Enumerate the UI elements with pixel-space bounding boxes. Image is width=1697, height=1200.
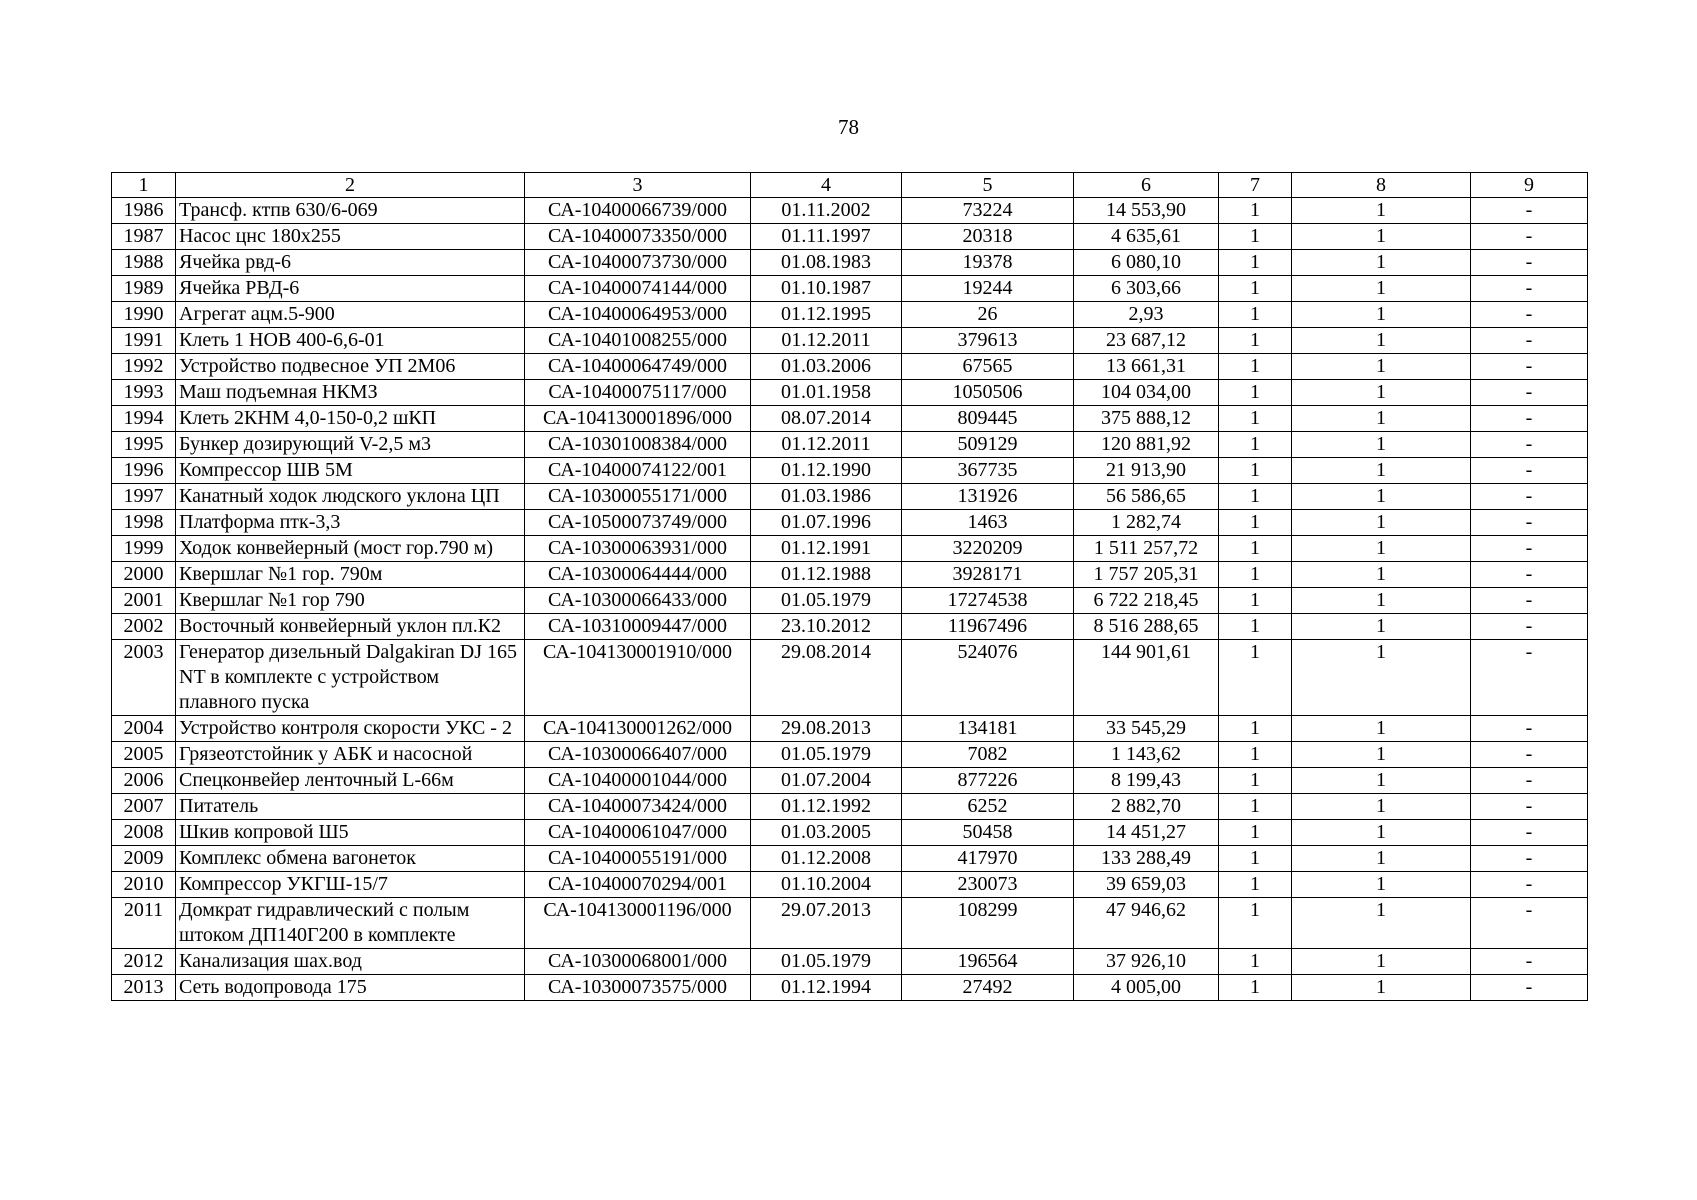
col-9-value: - [1471, 614, 1588, 640]
table-row [112, 328, 1588, 354]
item-name: Домкрат гидравлический с полым штоком ДП140Г200 в комплекте [176, 898, 525, 949]
row-number: 2011 [112, 898, 176, 949]
col-8-value: 1 [1292, 716, 1471, 742]
col-8-value: 1 [1292, 250, 1471, 276]
table-row [112, 794, 1588, 820]
row-number: 2009 [112, 846, 176, 872]
item-name: Бункер дозирующий V-2,5 м3 [176, 432, 525, 458]
inventory-code: СА-10400073424/000 [525, 794, 751, 820]
row-number: 2008 [112, 820, 176, 846]
row-number: 2005 [112, 742, 176, 768]
item-name: Трансф. ктпв 630/6-069 [176, 198, 525, 224]
residual-cost: 104 034,00 [1074, 380, 1219, 406]
inventory-code: СА-10300064444/000 [525, 562, 751, 588]
date: 01.12.1991 [751, 536, 902, 562]
initial-cost: 509129 [902, 432, 1074, 458]
row-number: 2004 [112, 716, 176, 742]
col-8-value: 1 [1292, 872, 1471, 898]
date: 01.05.1979 [751, 949, 902, 975]
item-name: Генератор дизельный Dalgakiran DJ 165 NT в комплекте с устройством плавного пуска [176, 640, 525, 716]
residual-cost: 6 080,10 [1074, 250, 1219, 276]
col-7-value: 1 [1219, 406, 1292, 432]
col-9-value: - [1471, 224, 1588, 250]
col-7-value: 1 [1219, 302, 1292, 328]
item-name: Устройство контроля скорости УКС - 2 [176, 716, 525, 742]
inventory-code: СА-10400064953/000 [525, 302, 751, 328]
table-row [112, 742, 1588, 768]
date: 01.11.2002 [751, 198, 902, 224]
table-row [112, 562, 1588, 588]
residual-cost: 1 282,74 [1074, 510, 1219, 536]
residual-cost: 56 586,65 [1074, 484, 1219, 510]
residual-cost: 8 516 288,65 [1074, 614, 1219, 640]
inventory-code: СА-10400061047/000 [525, 820, 751, 846]
residual-cost: 6 722 218,45 [1074, 588, 1219, 614]
item-name: Квершлаг №1 гор. 790м [176, 562, 525, 588]
col-7-value: 1 [1219, 716, 1292, 742]
item-name: Компрессор УКГШ-15/7 [176, 872, 525, 898]
residual-cost: 144 901,61 [1074, 640, 1219, 716]
initial-cost: 11967496 [902, 614, 1074, 640]
table-row [112, 432, 1588, 458]
residual-cost: 2 882,70 [1074, 794, 1219, 820]
col-9-value: - [1471, 716, 1588, 742]
row-number: 1994 [112, 406, 176, 432]
col-7-value: 1 [1219, 432, 1292, 458]
residual-cost: 6 303,66 [1074, 276, 1219, 302]
row-number: 1989 [112, 276, 176, 302]
date: 01.12.1994 [751, 975, 902, 1001]
column-header-4: 4 [751, 173, 902, 198]
item-name: Сеть водопровода 175 [176, 975, 525, 1001]
col-8-value: 1 [1292, 198, 1471, 224]
table-row [112, 614, 1588, 640]
item-name: Шкив копровой Ш5 [176, 820, 525, 846]
col-8-value: 1 [1292, 354, 1471, 380]
col-8-value: 1 [1292, 768, 1471, 794]
item-name: Насос цнс 180х255 [176, 224, 525, 250]
col-8-value: 1 [1292, 302, 1471, 328]
table-row [112, 716, 1588, 742]
initial-cost: 20318 [902, 224, 1074, 250]
col-7-value: 1 [1219, 588, 1292, 614]
date: 01.03.1986 [751, 484, 902, 510]
date: 01.12.1990 [751, 458, 902, 484]
row-number: 2001 [112, 588, 176, 614]
col-7-value: 1 [1219, 846, 1292, 872]
inventory-code: СА-10400075117/000 [525, 380, 751, 406]
residual-cost: 39 659,03 [1074, 872, 1219, 898]
date: 01.12.2008 [751, 846, 902, 872]
table-row [112, 354, 1588, 380]
col-8-value: 1 [1292, 224, 1471, 250]
row-number: 2006 [112, 768, 176, 794]
col-9-value: - [1471, 794, 1588, 820]
col-9-value: - [1471, 458, 1588, 484]
date: 29.08.2014 [751, 640, 902, 716]
residual-cost: 33 545,29 [1074, 716, 1219, 742]
table-row [112, 536, 1588, 562]
initial-cost: 7082 [902, 742, 1074, 768]
item-name: Агрегат ацм.5-900 [176, 302, 525, 328]
date: 01.03.2005 [751, 820, 902, 846]
residual-cost: 4 635,61 [1074, 224, 1219, 250]
table-row [112, 224, 1588, 250]
col-8-value: 1 [1292, 484, 1471, 510]
col-9-value: - [1471, 975, 1588, 1001]
row-number: 2012 [112, 949, 176, 975]
item-name: Маш подъемная НКМЗ [176, 380, 525, 406]
col-7-value: 1 [1219, 198, 1292, 224]
table-row [112, 846, 1588, 872]
inventory-code: СА-10300068001/000 [525, 949, 751, 975]
inventory-code: СА-10400074122/001 [525, 458, 751, 484]
col-8-value: 1 [1292, 588, 1471, 614]
inventory-code: СА-104130001196/000 [525, 898, 751, 949]
residual-cost: 2,93 [1074, 302, 1219, 328]
col-9-value: - [1471, 949, 1588, 975]
col-8-value: 1 [1292, 742, 1471, 768]
item-name: Клеть 1 НОВ 400-6,6-01 [176, 328, 525, 354]
col-9-value: - [1471, 640, 1588, 716]
table-row [112, 380, 1588, 406]
date: 01.11.1997 [751, 224, 902, 250]
date: 01.10.1987 [751, 276, 902, 302]
col-8-value: 1 [1292, 640, 1471, 716]
col-8-value: 1 [1292, 846, 1471, 872]
table-row [112, 458, 1588, 484]
initial-cost: 27492 [902, 975, 1074, 1001]
col-7-value: 1 [1219, 484, 1292, 510]
col-9-value: - [1471, 820, 1588, 846]
inventory-code: СА-10300073575/000 [525, 975, 751, 1001]
column-header-6: 6 [1074, 173, 1219, 198]
col-7-value: 1 [1219, 614, 1292, 640]
initial-cost: 134181 [902, 716, 1074, 742]
date: 01.12.1988 [751, 562, 902, 588]
initial-cost: 73224 [902, 198, 1074, 224]
table-header-row [112, 173, 1588, 198]
residual-cost: 47 946,62 [1074, 898, 1219, 949]
table-row [112, 588, 1588, 614]
col-7-value: 1 [1219, 872, 1292, 898]
inventory-table [111, 172, 1588, 1001]
col-9-value: - [1471, 872, 1588, 898]
date: 01.07.2004 [751, 768, 902, 794]
row-number: 1999 [112, 536, 176, 562]
row-number: 1988 [112, 250, 176, 276]
col-7-value: 1 [1219, 536, 1292, 562]
col-9-value: - [1471, 250, 1588, 276]
row-number: 2002 [112, 614, 176, 640]
date: 01.05.1979 [751, 742, 902, 768]
column-header-1: 1 [112, 173, 176, 198]
date: 01.07.1996 [751, 510, 902, 536]
column-header-7: 7 [1219, 173, 1292, 198]
table-row [112, 250, 1588, 276]
initial-cost: 3220209 [902, 536, 1074, 562]
row-number: 1991 [112, 328, 176, 354]
table-row [112, 302, 1588, 328]
residual-cost: 4 005,00 [1074, 975, 1219, 1001]
date: 01.03.2006 [751, 354, 902, 380]
table-row [112, 820, 1588, 846]
inventory-code: СА-10400070294/001 [525, 872, 751, 898]
col-8-value: 1 [1292, 536, 1471, 562]
initial-cost: 3928171 [902, 562, 1074, 588]
col-7-value: 1 [1219, 458, 1292, 484]
initial-cost: 1050506 [902, 380, 1074, 406]
date: 01.05.1979 [751, 588, 902, 614]
inventory-code: СА-10300063931/000 [525, 536, 751, 562]
initial-cost: 809445 [902, 406, 1074, 432]
inventory-code: СА-10400073730/000 [525, 250, 751, 276]
initial-cost: 67565 [902, 354, 1074, 380]
inventory-code: СА-104130001262/000 [525, 716, 751, 742]
col-9-value: - [1471, 742, 1588, 768]
item-name: Питатель [176, 794, 525, 820]
row-number: 1990 [112, 302, 176, 328]
col-7-value: 1 [1219, 250, 1292, 276]
residual-cost: 14 553,90 [1074, 198, 1219, 224]
row-number: 1995 [112, 432, 176, 458]
item-name: Канализация шах.вод [176, 949, 525, 975]
col-7-value: 1 [1219, 224, 1292, 250]
col-7-value: 1 [1219, 640, 1292, 716]
col-8-value: 1 [1292, 794, 1471, 820]
row-number: 1997 [112, 484, 176, 510]
col-9-value: - [1471, 432, 1588, 458]
inventory-code: СА-10401008255/000 [525, 328, 751, 354]
table-row [112, 276, 1588, 302]
col-9-value: - [1471, 276, 1588, 302]
col-7-value: 1 [1219, 510, 1292, 536]
date: 01.12.1995 [751, 302, 902, 328]
item-name: Клеть 2КНМ 4,0-150-0,2 шКП [176, 406, 525, 432]
row-number: 1996 [112, 458, 176, 484]
table-row [112, 949, 1588, 975]
item-name: Восточный конвейерный уклон пл.К2 [176, 614, 525, 640]
residual-cost: 375 888,12 [1074, 406, 1219, 432]
inventory-code: СА-10400066739/000 [525, 198, 751, 224]
residual-cost: 37 926,10 [1074, 949, 1219, 975]
table-row [112, 975, 1588, 1001]
date: 29.08.2013 [751, 716, 902, 742]
col-9-value: - [1471, 768, 1588, 794]
table-row [112, 510, 1588, 536]
initial-cost: 50458 [902, 820, 1074, 846]
table-row [112, 768, 1588, 794]
date: 01.12.1992 [751, 794, 902, 820]
inventory-code: СА-104130001896/000 [525, 406, 751, 432]
inventory-code: СА-10310009447/000 [525, 614, 751, 640]
column-header-5: 5 [902, 173, 1074, 198]
initial-cost: 17274538 [902, 588, 1074, 614]
inventory-code: СА-104130001910/000 [525, 640, 751, 716]
column-header-2: 2 [176, 173, 525, 198]
initial-cost: 196564 [902, 949, 1074, 975]
table-row [112, 640, 1588, 716]
residual-cost: 1 757 205,31 [1074, 562, 1219, 588]
residual-cost: 23 687,12 [1074, 328, 1219, 354]
inventory-code: СА-10400064749/000 [525, 354, 751, 380]
row-number: 1986 [112, 198, 176, 224]
initial-cost: 379613 [902, 328, 1074, 354]
col-8-value: 1 [1292, 406, 1471, 432]
table-row [112, 484, 1588, 510]
item-name: Спецконвейер ленточный L-66м [176, 768, 525, 794]
inventory-code: СА-10400074144/000 [525, 276, 751, 302]
col-9-value: - [1471, 510, 1588, 536]
initial-cost: 417970 [902, 846, 1074, 872]
col-7-value: 1 [1219, 898, 1292, 949]
date: 01.01.1958 [751, 380, 902, 406]
col-9-value: - [1471, 302, 1588, 328]
inventory-code: СА-10400073350/000 [525, 224, 751, 250]
date: 01.12.2011 [751, 328, 902, 354]
col-8-value: 1 [1292, 432, 1471, 458]
col-7-value: 1 [1219, 975, 1292, 1001]
initial-cost: 877226 [902, 768, 1074, 794]
col-9-value: - [1471, 588, 1588, 614]
col-7-value: 1 [1219, 380, 1292, 406]
col-8-value: 1 [1292, 328, 1471, 354]
inventory-code: СА-10300055171/000 [525, 484, 751, 510]
table-row [112, 198, 1588, 224]
inventory-code: СА-10400001044/000 [525, 768, 751, 794]
col-9-value: - [1471, 328, 1588, 354]
item-name: Компрессор ШВ 5М [176, 458, 525, 484]
col-8-value: 1 [1292, 276, 1471, 302]
col-9-value: - [1471, 846, 1588, 872]
residual-cost: 8 199,43 [1074, 768, 1219, 794]
col-8-value: 1 [1292, 975, 1471, 1001]
residual-cost: 14 451,27 [1074, 820, 1219, 846]
initial-cost: 19378 [902, 250, 1074, 276]
row-number: 1993 [112, 380, 176, 406]
col-7-value: 1 [1219, 794, 1292, 820]
row-number: 1992 [112, 354, 176, 380]
initial-cost: 19244 [902, 276, 1074, 302]
col-7-value: 1 [1219, 562, 1292, 588]
date: 01.12.2011 [751, 432, 902, 458]
date: 01.10.2004 [751, 872, 902, 898]
page-number: 78 [838, 115, 859, 139]
inventory-code: СА-10400055191/000 [525, 846, 751, 872]
initial-cost: 26 [902, 302, 1074, 328]
row-number: 1987 [112, 224, 176, 250]
initial-cost: 524076 [902, 640, 1074, 716]
inventory-code: СА-10300066433/000 [525, 588, 751, 614]
col-9-value: - [1471, 484, 1588, 510]
initial-cost: 108299 [902, 898, 1074, 949]
col-8-value: 1 [1292, 562, 1471, 588]
col-9-value: - [1471, 898, 1588, 949]
row-number: 2003 [112, 640, 176, 716]
item-name: Ходок конвейерный (мост гор.790 м) [176, 536, 525, 562]
col-8-value: 1 [1292, 949, 1471, 975]
table-row [112, 406, 1588, 432]
residual-cost: 13 661,31 [1074, 354, 1219, 380]
col-9-value: - [1471, 536, 1588, 562]
initial-cost: 367735 [902, 458, 1074, 484]
item-name: Ячейка РВД-6 [176, 276, 525, 302]
col-9-value: - [1471, 380, 1588, 406]
residual-cost: 120 881,92 [1074, 432, 1219, 458]
col-9-value: - [1471, 354, 1588, 380]
col-7-value: 1 [1219, 949, 1292, 975]
col-8-value: 1 [1292, 898, 1471, 949]
date: 08.07.2014 [751, 406, 902, 432]
table-row [112, 872, 1588, 898]
col-7-value: 1 [1219, 354, 1292, 380]
residual-cost: 1 511 257,72 [1074, 536, 1219, 562]
item-name: Канатный ходок людского уклона ЦП [176, 484, 525, 510]
inventory-code: СА-10300066407/000 [525, 742, 751, 768]
item-name: Грязеотстойник у АБК и насосной [176, 742, 525, 768]
date: 23.10.2012 [751, 614, 902, 640]
col-8-value: 1 [1292, 510, 1471, 536]
col-8-value: 1 [1292, 458, 1471, 484]
col-9-value: - [1471, 562, 1588, 588]
table-row [112, 898, 1588, 949]
row-number: 2010 [112, 872, 176, 898]
column-header-8: 8 [1292, 173, 1471, 198]
inventory-code: СА-10500073749/000 [525, 510, 751, 536]
col-7-value: 1 [1219, 820, 1292, 846]
initial-cost: 230073 [902, 872, 1074, 898]
row-number: 2013 [112, 975, 176, 1001]
inventory-code: СА-10301008384/000 [525, 432, 751, 458]
col-9-value: - [1471, 198, 1588, 224]
col-7-value: 1 [1219, 742, 1292, 768]
col-7-value: 1 [1219, 768, 1292, 794]
residual-cost: 1 143,62 [1074, 742, 1219, 768]
residual-cost: 133 288,49 [1074, 846, 1219, 872]
column-header-9: 9 [1471, 173, 1588, 198]
item-name: Ячейка рвд-6 [176, 250, 525, 276]
col-8-value: 1 [1292, 614, 1471, 640]
col-7-value: 1 [1219, 276, 1292, 302]
row-number: 2000 [112, 562, 176, 588]
row-number: 1998 [112, 510, 176, 536]
item-name: Комплекс обмена вагонеток [176, 846, 525, 872]
item-name: Квершлаг №1 гор 790 [176, 588, 525, 614]
initial-cost: 131926 [902, 484, 1074, 510]
date: 01.08.1983 [751, 250, 902, 276]
col-8-value: 1 [1292, 820, 1471, 846]
residual-cost: 21 913,90 [1074, 458, 1219, 484]
initial-cost: 6252 [902, 794, 1074, 820]
initial-cost: 1463 [902, 510, 1074, 536]
date: 29.07.2013 [751, 898, 902, 949]
col-7-value: 1 [1219, 328, 1292, 354]
column-header-3: 3 [525, 173, 751, 198]
col-9-value: - [1471, 406, 1588, 432]
item-name: Устройство подвесное УП 2М06 [176, 354, 525, 380]
item-name: Платформа птк-3,3 [176, 510, 525, 536]
row-number: 2007 [112, 794, 176, 820]
col-8-value: 1 [1292, 380, 1471, 406]
